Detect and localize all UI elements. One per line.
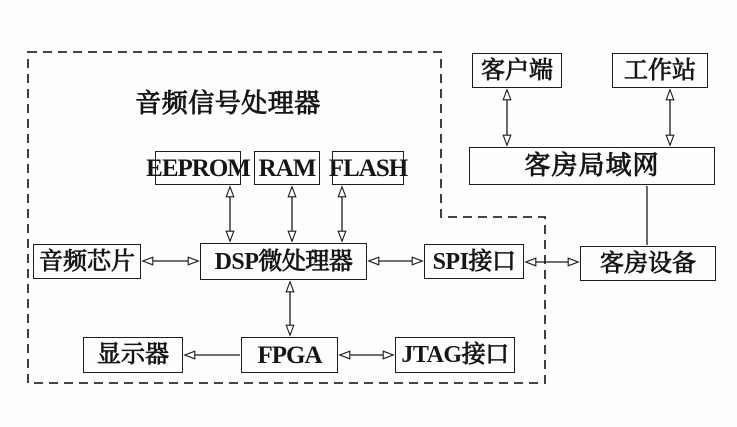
node-room-lan: 客房局域网 bbox=[469, 147, 715, 185]
node-spi: SPI接口 bbox=[424, 244, 524, 279]
node-fpga: FPGA bbox=[241, 337, 338, 373]
node-jtag: JTAG接口 bbox=[395, 337, 515, 373]
node-client: 客户端 bbox=[472, 53, 562, 88]
node-room-device: 客房设备 bbox=[580, 246, 716, 281]
node-dsp: DSP微处理器 bbox=[200, 243, 367, 280]
node-flash: FLASH bbox=[332, 151, 404, 185]
node-ram: RAM bbox=[254, 151, 320, 185]
audio-processor-title: 音频信号处理器 bbox=[135, 89, 321, 118]
node-workstation: 工作站 bbox=[612, 53, 708, 88]
node-eeprom: EEPROM bbox=[155, 151, 241, 185]
node-audio-chip: 音频芯片 bbox=[33, 244, 141, 279]
node-display: 显示器 bbox=[83, 337, 183, 373]
